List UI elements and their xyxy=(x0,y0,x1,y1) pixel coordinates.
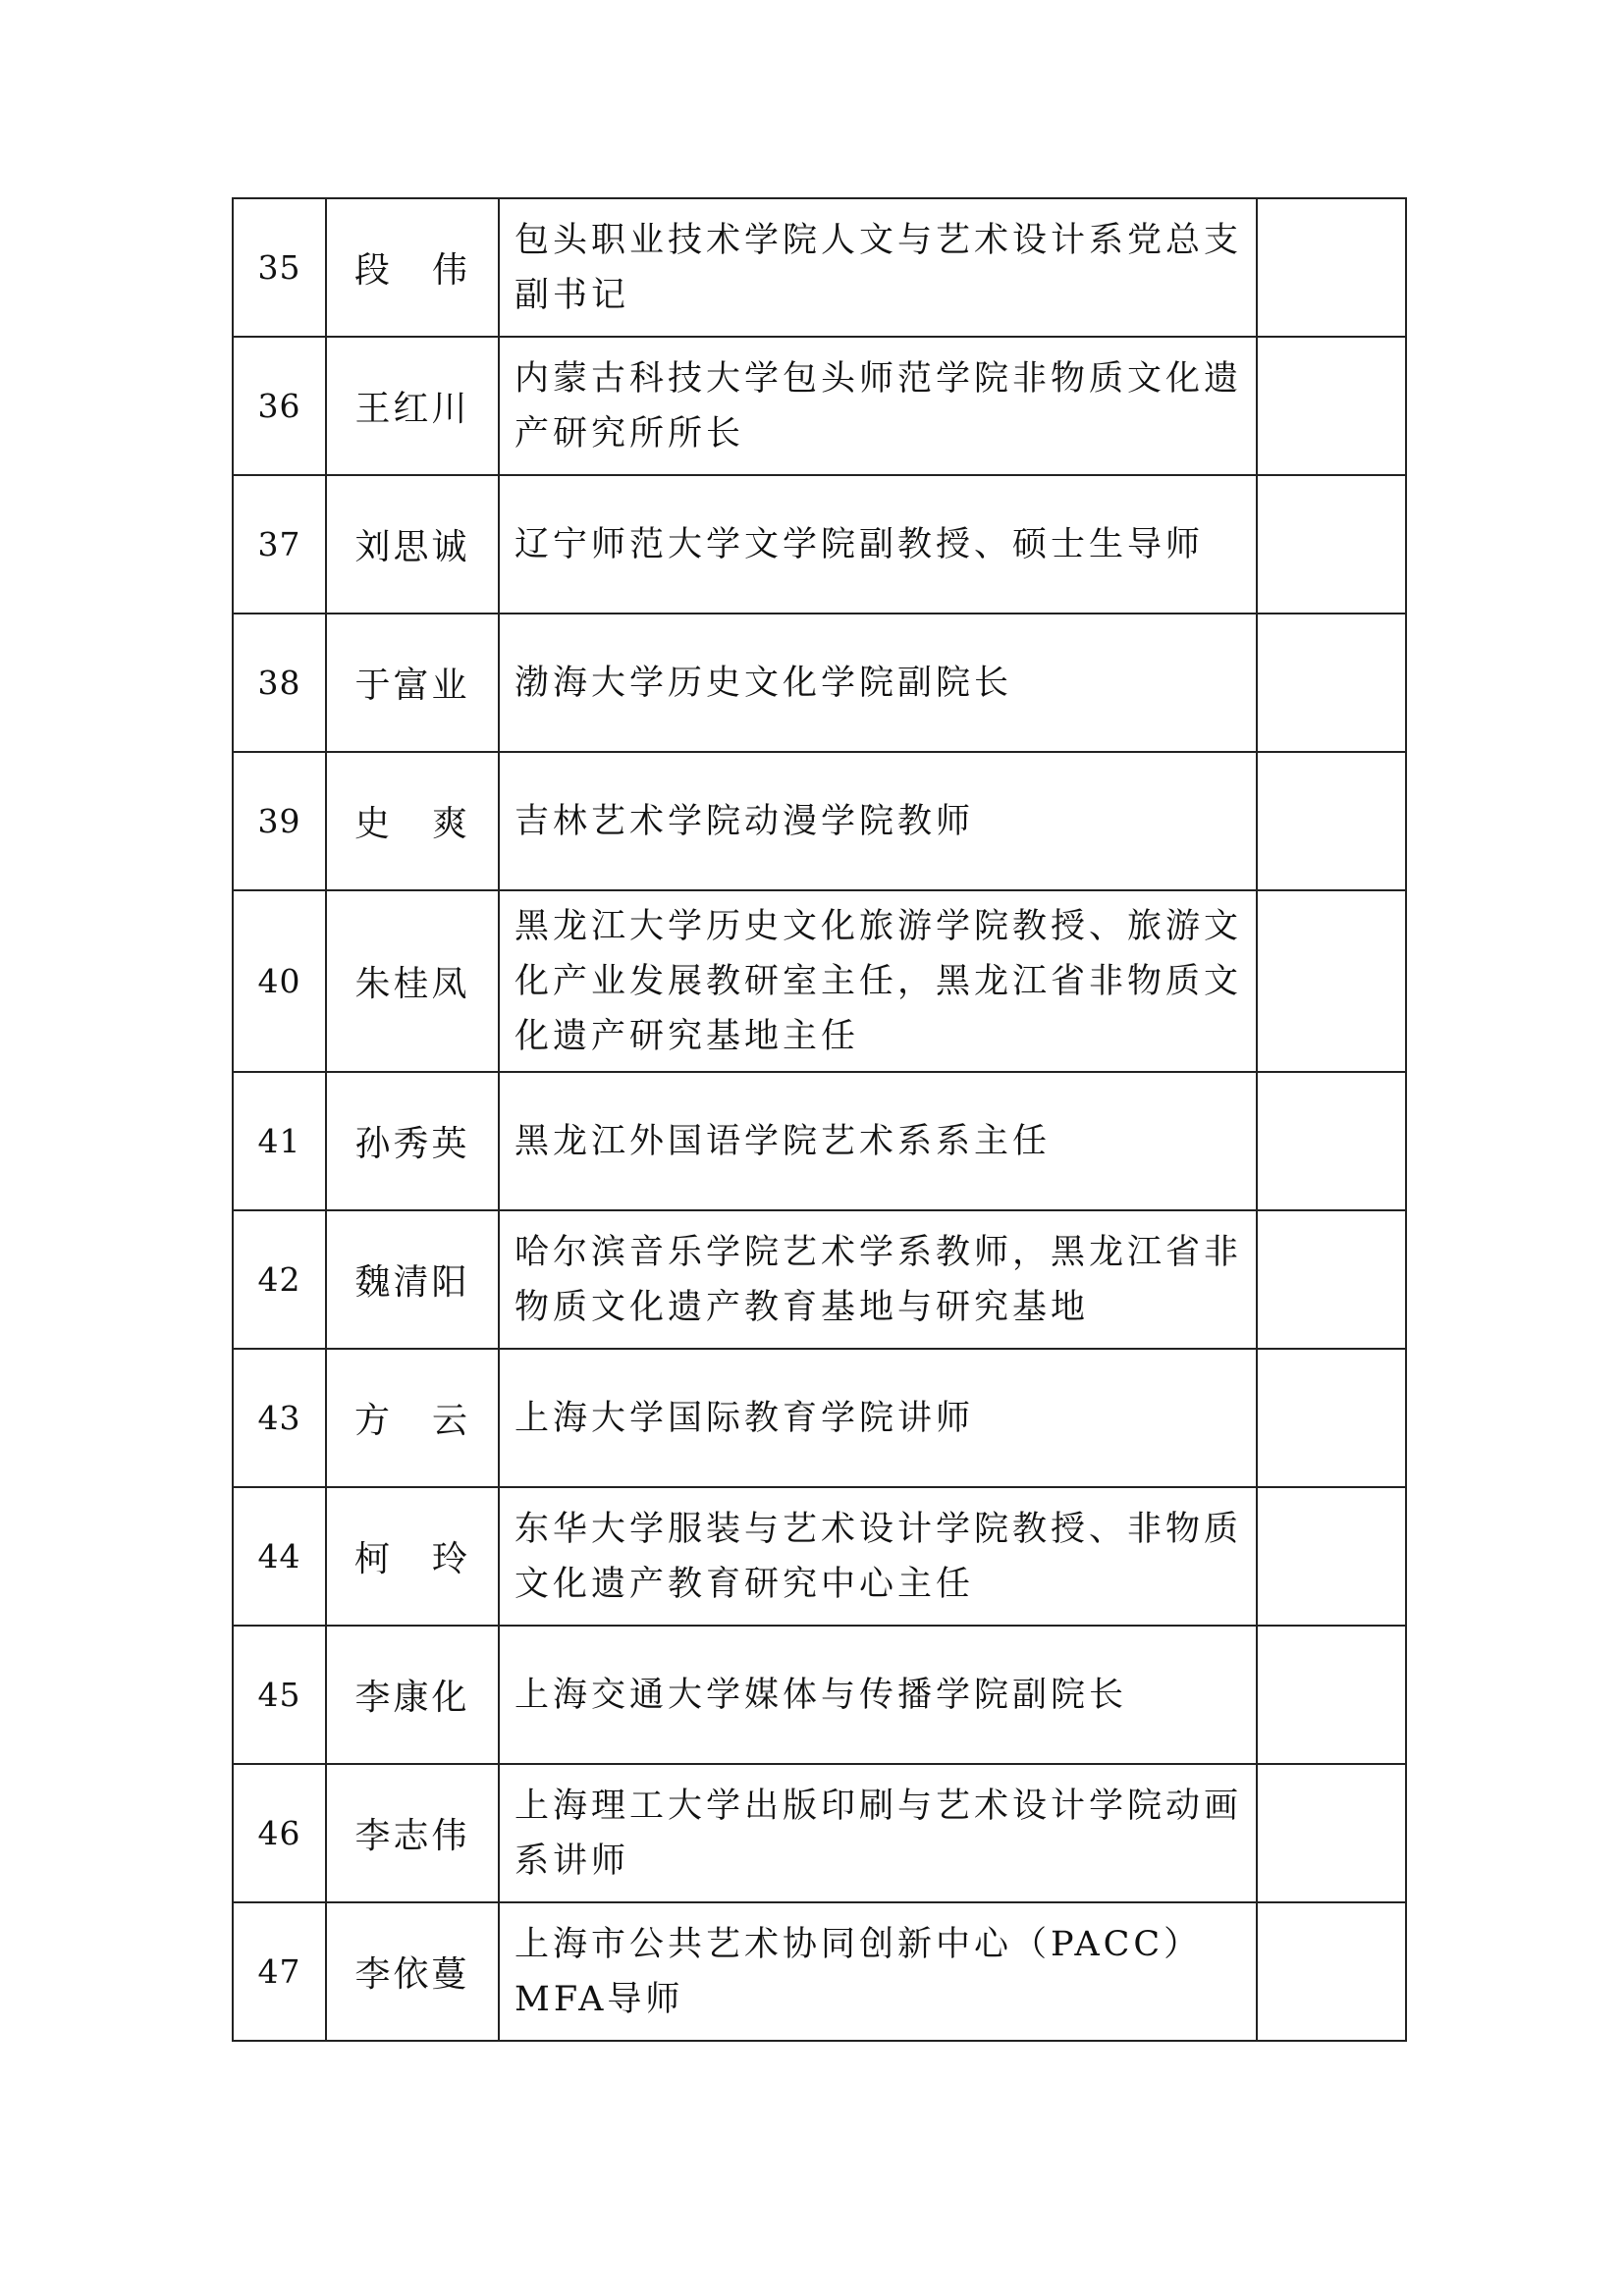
affiliation: 黑龙江外国语学院艺术系系主任 xyxy=(499,1072,1257,1210)
person-name: 段 伟 xyxy=(354,250,470,291)
table-row xyxy=(233,1626,1406,1764)
affiliation: 上海理工大学出版印刷与艺术设计学院动画系讲师 xyxy=(499,1764,1257,1902)
person-name-cell xyxy=(326,1487,499,1626)
person-name-cell xyxy=(326,1349,499,1487)
remarks-cell xyxy=(1257,1626,1406,1764)
row-number: 45 xyxy=(233,1626,326,1764)
table-row xyxy=(233,890,1406,1072)
affiliation: 渤海大学历史文化学院副院长 xyxy=(499,614,1257,752)
row-number: 46 xyxy=(233,1764,326,1902)
remarks-cell xyxy=(1257,1902,1406,2041)
affiliation: 东华大学服装与艺术设计学院教授、非物质文化遗产教育研究中心主任 xyxy=(499,1487,1257,1626)
row-number: 47 xyxy=(233,1902,326,2041)
affiliation: 黑龙江大学历史文化旅游学院教授、旅游文化产业发展教研室主任，黑龙江省非物质文化遗产研究基地主任 xyxy=(499,890,1257,1072)
remarks-cell xyxy=(1257,198,1406,337)
row-number: 41 xyxy=(233,1072,326,1210)
row-number: 44 xyxy=(233,1487,326,1626)
affiliation: 吉林艺术学院动漫学院教师 xyxy=(499,752,1257,890)
remarks-cell xyxy=(1257,752,1406,890)
table-row xyxy=(233,198,1406,337)
person-name-cell xyxy=(326,752,499,890)
person-name: 方 云 xyxy=(354,1401,470,1441)
person-name-cell xyxy=(326,198,499,337)
table-row xyxy=(233,1072,1406,1210)
affiliation: 上海市公共艺术协同创新中心（PACC）MFA导师 xyxy=(499,1902,1257,2041)
row-number: 40 xyxy=(233,890,326,1072)
table-row xyxy=(233,1210,1406,1349)
remarks-cell xyxy=(1257,475,1406,614)
person-name: 于富业 xyxy=(326,614,499,752)
row-number: 39 xyxy=(233,752,326,890)
table-row xyxy=(233,337,1406,475)
roster-table xyxy=(232,197,1407,2042)
affiliation: 辽宁师范大学文学院副教授、硕士生导师 xyxy=(499,475,1257,614)
person-name: 李志伟 xyxy=(326,1764,499,1902)
person-name: 李依蔓 xyxy=(326,1902,499,2041)
table-row xyxy=(233,1349,1406,1487)
table-row xyxy=(233,1902,1406,2041)
remarks-cell xyxy=(1257,337,1406,475)
remarks-cell xyxy=(1257,1764,1406,1902)
remarks-cell xyxy=(1257,890,1406,1072)
table-row xyxy=(233,1487,1406,1626)
person-name: 史 爽 xyxy=(354,804,470,844)
row-number: 43 xyxy=(233,1349,326,1487)
person-name: 朱桂凤 xyxy=(326,890,499,1072)
affiliation: 哈尔滨音乐学院艺术学系教师，黑龙江省非物质文化遗产教育基地与研究基地 xyxy=(499,1210,1257,1349)
table-row xyxy=(233,614,1406,752)
roster-body xyxy=(233,198,1406,2041)
row-number: 36 xyxy=(233,337,326,475)
row-number: 37 xyxy=(233,475,326,614)
remarks-cell xyxy=(1257,614,1406,752)
person-name: 魏清阳 xyxy=(326,1210,499,1349)
row-number: 35 xyxy=(233,198,326,337)
person-name: 李康化 xyxy=(326,1626,499,1764)
person-name: 柯 玲 xyxy=(354,1539,470,1579)
row-number: 38 xyxy=(233,614,326,752)
remarks-cell xyxy=(1257,1487,1406,1626)
remarks-cell xyxy=(1257,1072,1406,1210)
affiliation: 上海交通大学媒体与传播学院副院长 xyxy=(499,1626,1257,1764)
person-name: 刘思诚 xyxy=(326,475,499,614)
table-row xyxy=(233,475,1406,614)
affiliation: 包头职业技术学院人文与艺术设计系党总支副书记 xyxy=(499,198,1257,337)
affiliation: 内蒙古科技大学包头师范学院非物质文化遗产研究所所长 xyxy=(499,337,1257,475)
remarks-cell xyxy=(1257,1210,1406,1349)
person-name: 孙秀英 xyxy=(326,1072,499,1210)
person-name: 王红川 xyxy=(326,337,499,475)
table-row xyxy=(233,1764,1406,1902)
row-number: 42 xyxy=(233,1210,326,1349)
affiliation: 上海大学国际教育学院讲师 xyxy=(499,1349,1257,1487)
table-row xyxy=(233,752,1406,890)
remarks-cell xyxy=(1257,1349,1406,1487)
